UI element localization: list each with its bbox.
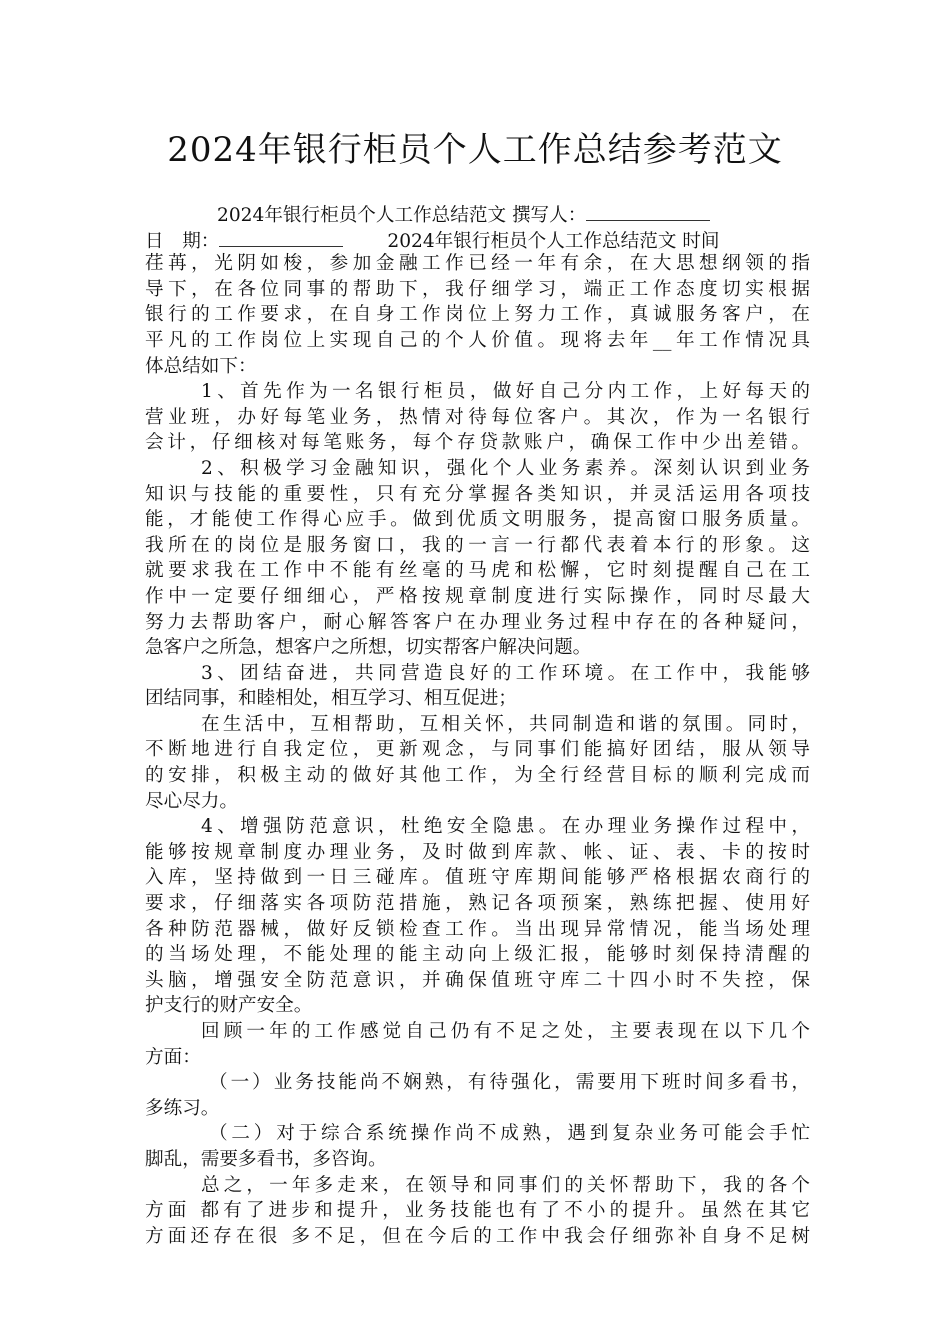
date-label: 日 期： — [145, 230, 220, 252]
paragraph-line: 头脑，增强安全防范意识，并确保值班守库二十四小时不失控，保 — [145, 969, 810, 991]
author-line — [145, 200, 810, 226]
paragraph-line: 团结同事，和睦相处，相互学习、相互促进； — [145, 688, 517, 710]
paragraph-line: 导下，在各位同事的帮助下，我仔细学习，端正工作态度切实根据 — [145, 278, 810, 300]
paragraph-line: 回顾一年的工作感觉自己仍有不足之处，主要表现在以下几个 — [201, 1021, 810, 1042]
paragraph-line: 在生活中，互相帮助，互相关怀，共同制造和谐的氛围。同时， — [201, 713, 810, 735]
paragraph-line: 不断地进行自我定位，更新观念，与同事们能搞好团结，服从领导 — [145, 739, 810, 761]
paragraph-line: （二）对于综合系统操作尚不成熟，遇到复杂业务可能会手忙 — [209, 1123, 810, 1145]
paragraph-line: 努力去帮助客户，耐心解答客户在办理业务过程中存在的各种疑问， — [145, 611, 810, 633]
paragraph-line: 平凡的工作岗位上实现自己的个人价值。现将去年__年工作情况具 — [145, 329, 810, 351]
paragraph-line: 会计，仔细核对每笔账务，每个存贷款账户，确保工作中少出差错。 — [145, 432, 810, 454]
paragraph-line: 的当场处理，不能处理的能主动向上级汇报，能够时刻保持清醒的 — [145, 944, 810, 966]
paragraph-line: 方面 都有了进步和提升，业务技能也有了不小的提升。虽然在其它 — [145, 1200, 810, 1222]
paragraph-line: 荏苒，光阴如梭，参加金融工作已经一年有余，在大思想纲领的指 — [145, 253, 810, 275]
paragraph-line: 急客户之所急，想客户之所想，切实帮客户解决问题。 — [145, 637, 592, 659]
paragraph-line: 多练习。 — [145, 1097, 220, 1119]
paragraph-line: 作中一定要仔细细心，严格按规章制度进行实际操作，同时尽最大 — [145, 585, 810, 607]
paragraph-line: 1、首先作为一名银行柜员，做好自己分内工作，上好每天的 — [201, 381, 810, 403]
paragraph-line: 2、积极学习金融知识，强化个人业务素养。深刻认识到业务 — [201, 457, 810, 479]
paragraph-line: 3、团结奋进，共同营造良好的工作环境。在工作中，我能够 — [201, 662, 810, 684]
paragraph-line: 总之，一年多走来，在领导和同事们的关怀帮助下，我的各个 — [201, 1174, 810, 1196]
paragraph-line: 营业班，办好每笔业务，热情对待每位客户。其次，作为一名银行 — [145, 406, 810, 428]
document-title: 2024年银行柜员个人工作总结参考范文 — [167, 130, 783, 170]
date-blank — [219, 226, 343, 247]
paragraph-line: 脚乱，需要多看书，多咨询。 — [145, 1148, 387, 1170]
paragraph-line: （一）业务技能尚不娴熟，有待强化，需要用下班时间多看书， — [209, 1072, 810, 1094]
paragraph-line: 知识与技能的重要性，只有充分掌握各类知识，并灵活运用各项技 — [145, 483, 810, 505]
paragraph-line: 体总结如下： — [145, 355, 257, 377]
paragraph-line: 能，才能使工作得心应手。做到优质文明服务，提高窗口服务质量。 — [145, 509, 810, 531]
paragraph-line: 能够按规章制度办理业务，及时做到库款、帐、证、表、卡的按时 — [145, 841, 810, 863]
paragraph-line: 方面还存在很 多不足，但在今后的工作中我会仔细弥补自身不足树 — [145, 1225, 810, 1247]
paragraph-line: 各种防范器械，做好反锁检查工作。当出现异常情况，能当场处理 — [145, 918, 810, 940]
paragraph-line: 护支行的财产安全。 — [145, 995, 313, 1017]
paragraph-line: 4、增强防范意识，杜绝安全隐患。在办理业务操作过程中， — [201, 816, 810, 838]
paragraph-line: 入库，坚持做到一日三碰库。值班守库期间能够严格根据农商行的 — [145, 867, 810, 889]
paragraph-line: 就要求我在工作中不能有丝毫的马虎和松懈，它时刻提醒自己在工 — [145, 560, 810, 582]
author-blank — [586, 200, 710, 221]
document-body — [145, 200, 810, 1249]
date-line — [145, 226, 810, 252]
intro-start: 2024年银行柜员个人工作总结范文 时间 — [387, 230, 720, 252]
paragraph-line: 尽心尽力。 — [145, 790, 238, 812]
paragraph-line: 方面： — [145, 1046, 201, 1068]
paragraph-line: 的安排，积极主动的做好其他工作，为全行经营目标的顺利完成而 — [145, 765, 810, 787]
author-label: 2024年银行柜员个人工作总结范文 撰写人： — [217, 205, 587, 226]
paragraph-line: 要求，仔细落实各项防范措施，熟记各项预案，熟练把握、使用好 — [145, 893, 810, 915]
paragraph-line: 银行的工作要求，在自身工作岗位上努力工作，真诚服务客户，在 — [145, 304, 810, 326]
paragraph-line: 我所在的岗位是服务窗口，我的一言一行都代表着本行的形象。这 — [145, 534, 810, 556]
